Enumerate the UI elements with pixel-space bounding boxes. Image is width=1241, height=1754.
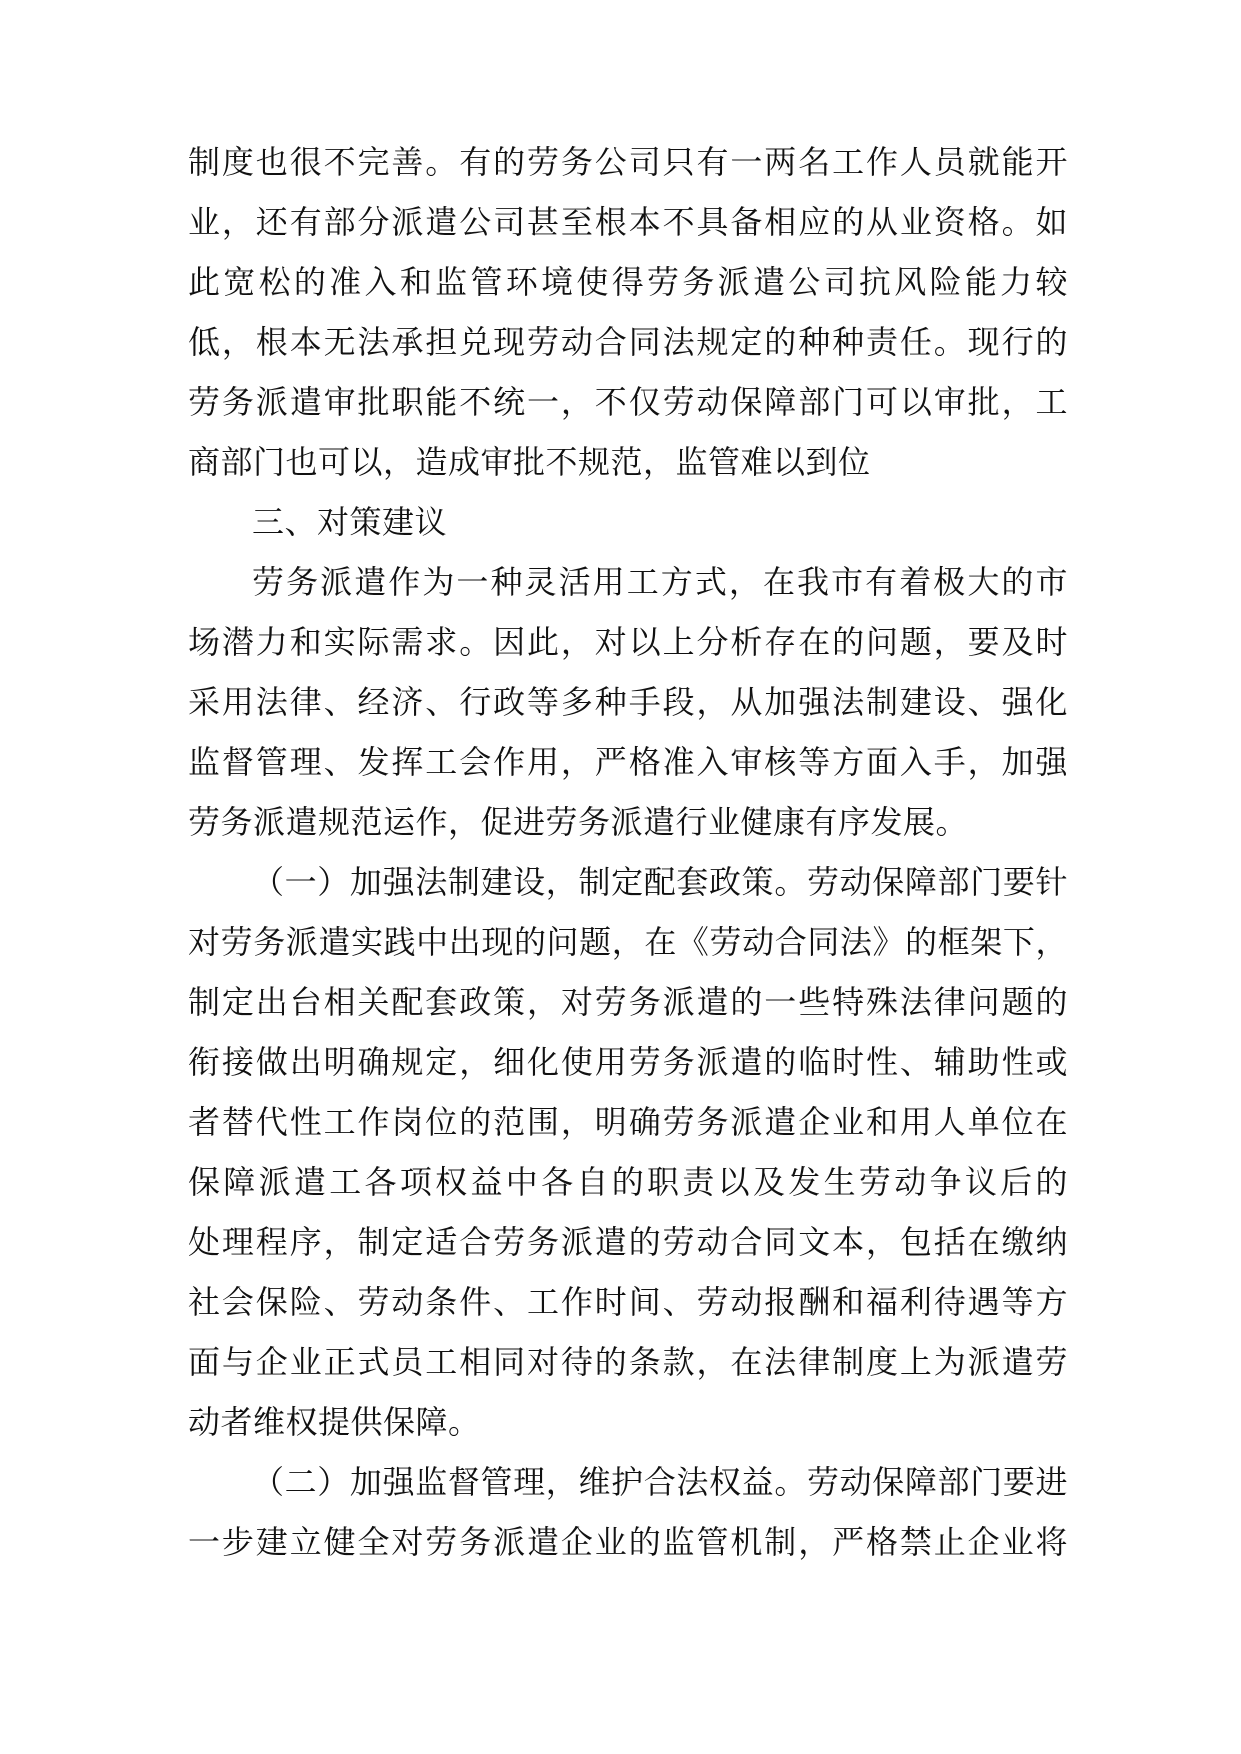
text-line: （一）加强法制建设，制定配套政策。劳动保障部门要针 bbox=[252, 863, 1068, 901]
text-line: 此宽松的准入和监管环境使得劳务派遣公司抗风险能力较 bbox=[188, 263, 1068, 301]
text-line: 者替代性工作岗位的范围，明确劳务派遣企业和用人单位在 bbox=[188, 1103, 1068, 1141]
text-line: 面与企业正式员工相同对待的条款，在法律制度上为派遣劳 bbox=[188, 1343, 1068, 1381]
text-line: 制度也很不完善。有的劳务公司只有一两名工作人员就能开 bbox=[188, 143, 1068, 181]
document-body bbox=[188, 132, 1068, 1572]
text-line: 保障派遣工各项权益中各自的职责以及发生劳动争议后的 bbox=[188, 1163, 1068, 1201]
text-line: 劳务派遣规范运作，促进劳务派遣行业健康有序发展。 bbox=[188, 803, 969, 841]
text-line: 低，根本无法承担兑现劳动合同法规定的种种责任。现行的 bbox=[188, 323, 1068, 361]
text-line: 业，还有部分派遣公司甚至根本不具备相应的从业资格。如 bbox=[188, 203, 1068, 241]
text-line: 商部门也可以，造成审批不规范，监管难以到位 bbox=[188, 443, 871, 481]
text-line: 社会保险、劳动条件、工作时间、劳动报酬和福利待遇等方 bbox=[188, 1283, 1068, 1321]
text-line: 一步建立健全对劳务派遣企业的监管机制，严格禁止企业将 bbox=[188, 1523, 1068, 1561]
text-line: 动者维权提供保障。 bbox=[188, 1403, 481, 1441]
text-line: 采用法律、经济、行政等多种手段，从加强法制建设、强化 bbox=[188, 683, 1068, 721]
text-line: 劳务派遣作为一种灵活用工方式，在我市有着极大的市 bbox=[252, 563, 1068, 601]
text-line: 制定出台相关配套政策，对劳务派遣的一些特殊法律问题的 bbox=[188, 983, 1068, 1021]
text-line: 对劳务派遣实践中出现的问题，在《劳动合同法》的框架下， bbox=[188, 923, 1068, 961]
text-line: 处理程序，制定适合劳务派遣的劳动合同文本，包括在缴纳 bbox=[188, 1223, 1068, 1261]
text-line: 衔接做出明确规定，细化使用劳务派遣的临时性、辅助性或 bbox=[188, 1043, 1068, 1081]
text-line: 场潜力和实际需求。因此，对以上分析存在的问题，要及时 bbox=[188, 623, 1068, 661]
text-line: 监督管理、发挥工会作用，严格准入审核等方面入手，加强 bbox=[188, 743, 1068, 781]
text-line: 劳务派遣审批职能不统一，不仅劳动保障部门可以审批，工 bbox=[188, 383, 1068, 421]
text-line: （二）加强监督管理，维护合法权益。劳动保障部门要进 bbox=[252, 1463, 1068, 1501]
text-line: 三、对策建议 bbox=[252, 503, 448, 541]
